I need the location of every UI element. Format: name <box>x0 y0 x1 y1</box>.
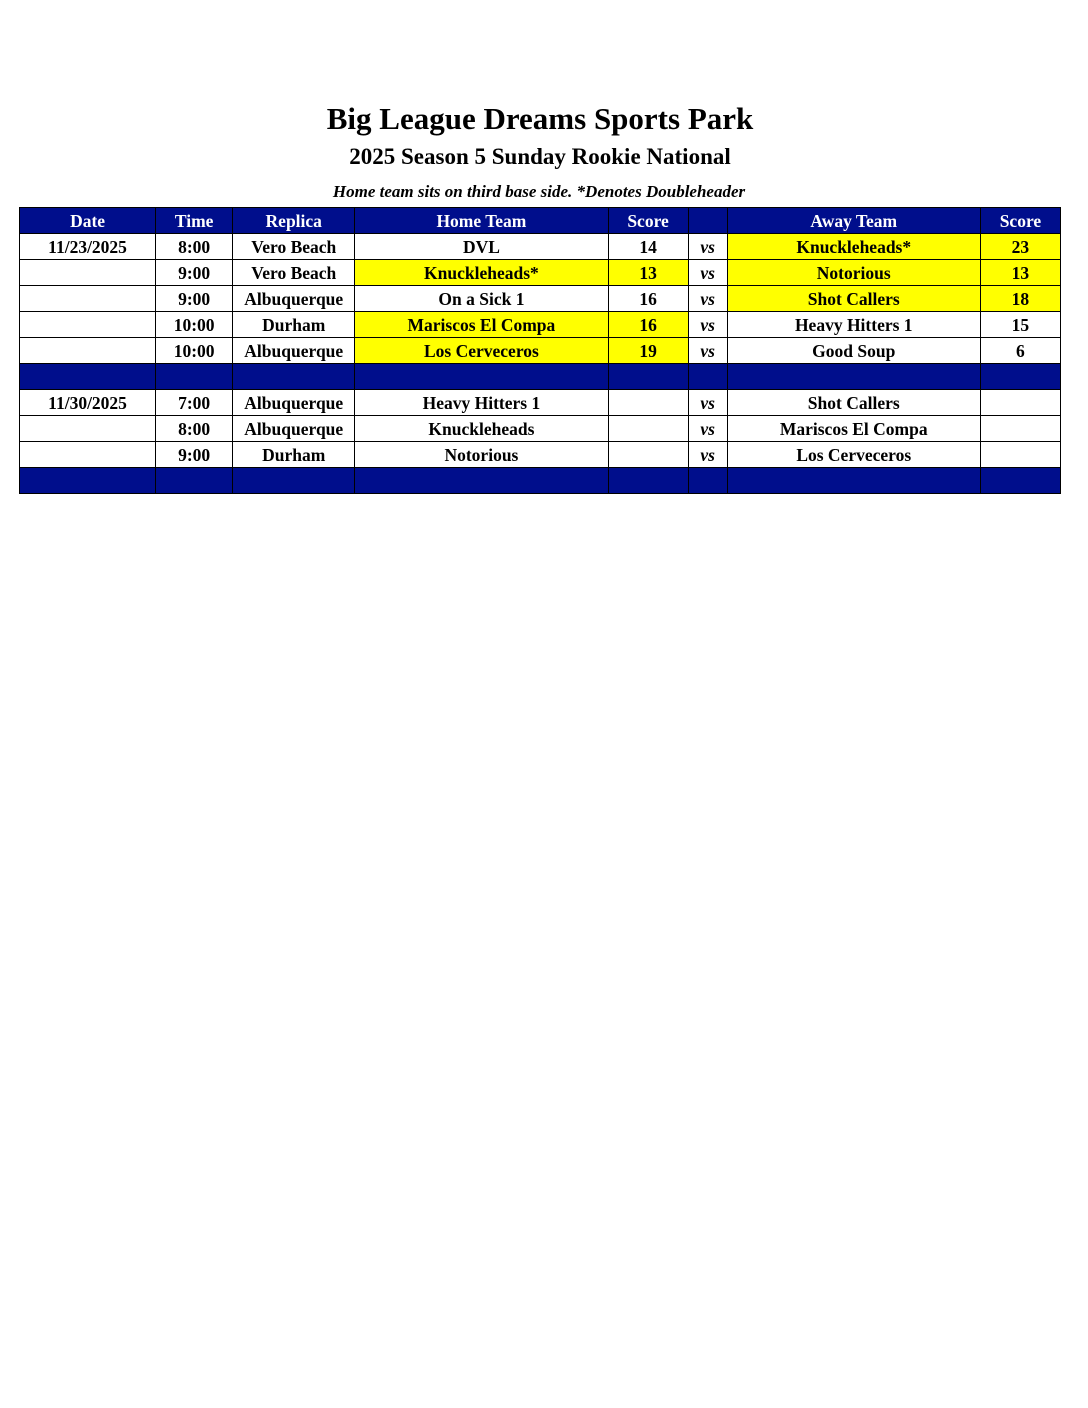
table-row <box>20 442 1061 468</box>
table-row <box>20 390 1061 416</box>
away-team-cell: Heavy Hitters 1 <box>727 312 980 338</box>
replica-cell: Vero Beach <box>233 234 355 260</box>
away-score-cell <box>980 442 1060 468</box>
vs-cell: vs <box>688 338 727 364</box>
replica-cell: Albuquerque <box>233 416 355 442</box>
home-score-cell: 16 <box>608 312 688 338</box>
replica-cell: Albuquerque <box>233 286 355 312</box>
date-cell <box>20 286 156 312</box>
table-row <box>20 260 1061 286</box>
column-header-date: Date <box>20 208 156 234</box>
vs-cell: vs <box>688 260 727 286</box>
table-row <box>20 234 1061 260</box>
replica-cell: Durham <box>233 312 355 338</box>
home-team-cell: Knuckleheads <box>355 416 608 442</box>
home-score-cell <box>608 416 688 442</box>
replica-cell: Vero Beach <box>233 260 355 286</box>
time-cell: 9:00 <box>156 442 233 468</box>
doubleheader-note: Home team sits on third base side. *Denotes Doubleheader <box>332 182 746 201</box>
home-score-cell: 19 <box>608 338 688 364</box>
date-cell <box>20 442 156 468</box>
time-cell: 10:00 <box>156 312 233 338</box>
away-team-cell: Knuckleheads* <box>727 234 980 260</box>
replica-cell: Albuquerque <box>233 390 355 416</box>
home-team-cell: Notorious <box>355 442 608 468</box>
table-row <box>20 286 1061 312</box>
time-cell: 8:00 <box>156 416 233 442</box>
vs-cell: vs <box>688 234 727 260</box>
away-score-cell: 23 <box>980 234 1060 260</box>
vs-cell: vs <box>688 442 727 468</box>
date-cell <box>20 312 156 338</box>
replica-cell: Albuquerque <box>233 338 355 364</box>
column-header-home-team: Home Team <box>355 208 608 234</box>
away-team-cell: Shot Callers <box>727 286 980 312</box>
schedule-table <box>19 207 1061 494</box>
home-score-cell: 14 <box>608 234 688 260</box>
page-subtitle: 2025 Season 5 Sunday Rookie National <box>349 144 731 169</box>
date-cell <box>20 416 156 442</box>
date-cell: 11/23/2025 <box>20 234 156 260</box>
date-cell <box>20 260 156 286</box>
column-header-time: Time <box>156 208 233 234</box>
home-score-cell <box>608 442 688 468</box>
time-cell: 8:00 <box>156 234 233 260</box>
column-header-away-score: Score <box>980 208 1060 234</box>
away-team-cell: Mariscos El Compa <box>727 416 980 442</box>
vs-cell: vs <box>688 312 727 338</box>
away-team-cell: Notorious <box>727 260 980 286</box>
home-team-cell: Los Cerveceros <box>355 338 608 364</box>
away-score-cell: 18 <box>980 286 1060 312</box>
table-row <box>20 312 1061 338</box>
away-score-cell: 6 <box>980 338 1060 364</box>
home-score-cell <box>608 390 688 416</box>
date-cell: 11/30/2025 <box>20 390 156 416</box>
table-row <box>20 416 1061 442</box>
away-score-cell <box>980 390 1060 416</box>
home-team-cell: DVL <box>355 234 608 260</box>
time-cell: 9:00 <box>156 260 233 286</box>
page-title: Big League Dreams Sports Park <box>326 101 754 136</box>
vs-cell: vs <box>688 416 727 442</box>
separator-row <box>20 364 1061 390</box>
away-team-cell: Shot Callers <box>727 390 980 416</box>
home-team-cell: On a Sick 1 <box>355 286 608 312</box>
column-header-replica: Replica <box>233 208 355 234</box>
column-header-home-score: Score <box>608 208 688 234</box>
table-row <box>20 338 1061 364</box>
replica-cell: Durham <box>233 442 355 468</box>
separator-row <box>20 468 1061 494</box>
away-score-cell: 13 <box>980 260 1060 286</box>
home-team-cell: Heavy Hitters 1 <box>355 390 608 416</box>
vs-cell: vs <box>688 286 727 312</box>
away-score-cell: 15 <box>980 312 1060 338</box>
date-cell <box>20 338 156 364</box>
away-team-cell: Los Cerveceros <box>727 442 980 468</box>
vs-cell: vs <box>688 390 727 416</box>
home-score-cell: 16 <box>608 286 688 312</box>
time-cell: 7:00 <box>156 390 233 416</box>
home-team-cell: Mariscos El Compa <box>355 312 608 338</box>
column-header-vs <box>688 208 727 234</box>
column-header-away-team: Away Team <box>727 208 980 234</box>
time-cell: 10:00 <box>156 338 233 364</box>
home-team-cell: Knuckleheads* <box>355 260 608 286</box>
away-team-cell: Good Soup <box>727 338 980 364</box>
header-row <box>20 208 1061 234</box>
time-cell: 9:00 <box>156 286 233 312</box>
away-score-cell <box>980 416 1060 442</box>
home-score-cell: 13 <box>608 260 688 286</box>
